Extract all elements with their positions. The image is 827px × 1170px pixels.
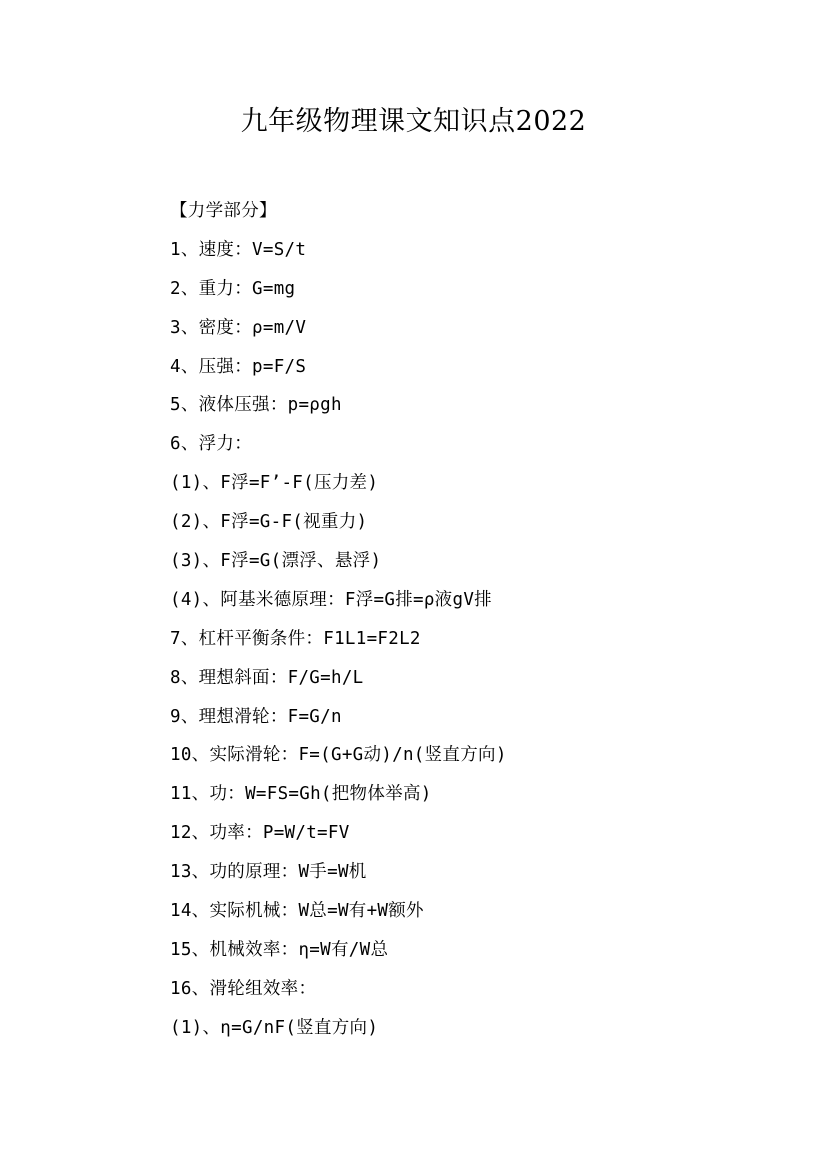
list-item-ideal-pulley: 9、理想滑轮：F=G/n [170,706,342,727]
list-item-real-machine: 14、实际机械：W总=W有+W额外 [170,901,424,922]
list-item-pulley-efficiency-1: (1)、η=G/nF(竖直方向) [170,1017,379,1038]
list-item-work-principle: 13、功的原理：W手=W机 [170,862,367,883]
list-item-pressure: 4、压强：p=F/S [170,356,307,377]
list-item-buoyancy-1: (1)、F浮=F’-F(压力差) [170,473,379,494]
list-item-buoyancy: 6、浮力： [170,434,253,455]
list-item-pulley-efficiency: 16、滑轮组效率： [170,978,317,999]
list-item-buoyancy-3: (3)、F浮=G(漂浮、悬浮) [170,551,382,572]
list-item-incline: 8、理想斜面：F/G=h/L [170,667,364,688]
list-item-buoyancy-4: (4)、阿基米德原理：F浮=G排=ρ液gV排 [170,589,492,610]
list-item-real-pulley: 10、实际滑轮：F=(G+G动)/n(竖直方向) [170,745,507,766]
list-item-work: 11、功：W=FS=Gh(把物体举高) [170,784,432,805]
list-item-gravity: 2、重力：G=mg [170,278,296,299]
list-item-power: 12、功率：P=W/t=FV [170,823,350,844]
list-item-density: 3、密度：ρ=m/V [170,317,307,338]
list-item-lever: 7、杠杆平衡条件：F1L1=F2L2 [170,628,421,649]
list-item-efficiency: 15、机械效率：η=W有/W总 [170,939,389,960]
list-item-buoyancy-2: (2)、F浮=G-F(视重力) [170,512,368,533]
list-item-liquid-pressure: 5、液体压强：p=ρgh [170,395,342,416]
document-title: 九年级物理课文知识点2022 [240,106,587,137]
formula-list [170,192,770,1048]
list-item-speed: 1、速度：V=S/t [170,239,307,260]
section-heading-mechanics: 【力学部分】 [170,201,277,221]
